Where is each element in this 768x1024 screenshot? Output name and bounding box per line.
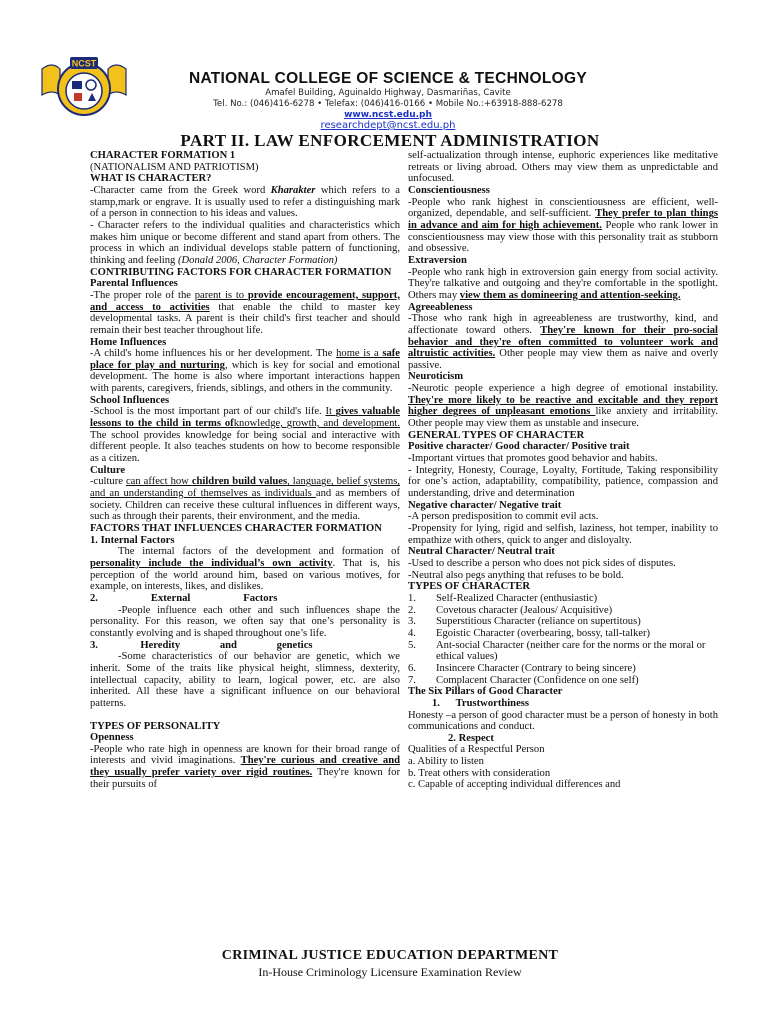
- paragraph: -Those who rank high in agreeableness are trustworthy, kind, and affectionate toward others. They're known for their pro-social behavior and they're often committed to volunteer work and altruistic activities. Other people may view them as naive and overly passive.: [408, 313, 718, 371]
- email-link[interactable]: researchdept@ncst.edu.ph: [320, 120, 456, 131]
- paragraph: -People who rate high in openness are known for their broad range of interests and vivid imaginations. They're curious and creative and they usually prefer variety over rigid routines. They're known for their pursuits of: [90, 743, 400, 790]
- paragraph: The internal factors of the development and formation of personality include the individual’s own activity. That is, his perception of the world around him, based on various motives, for example, on interests, likes, and dislikes.: [90, 546, 400, 593]
- paragraph: - Integrity, Honesty, Courage, Loyalty, Fortitude, Taking responsibility for one’s action, adaptability, compatibility, patience, compassion and understanding, drive and determination: [408, 464, 718, 500]
- section-heading: The Six Pillars of Good Character: [408, 686, 563, 698]
- section-heading: 2. Respect: [448, 732, 494, 744]
- school-contact: Tel. No.: (046)416-6278 • Telefax: (046)416-0166 • Mobile No.:+63918-888-6278: [213, 99, 563, 109]
- section-heading: Openness: [90, 732, 134, 744]
- section-heading: CONTRIBUTING FACTORS FOR CHARACTER FORMATION: [90, 266, 392, 278]
- section-heading: Conscientiousness: [408, 184, 490, 196]
- school-address: Amafel Building, Aguinaldo Highway, Dasmariñas, Cavite: [265, 88, 511, 98]
- section-heading: Positive character/ Good character/ Positive trait: [408, 441, 630, 453]
- paragraph: -Some characteristics of our behavior are genetic, which we inherit. Some of the traits like physical height, slimness, dexterity, intellectual capacity, ability to learn, logical power, etc. are also inherited. All these have a significant influence on our behavioral patterns.: [90, 651, 400, 709]
- paragraph: Qualities of a Respectful Person: [408, 744, 545, 756]
- section-heading: Neutral Character/ Neutral trait: [408, 546, 555, 558]
- paragraph: -A child's home influences his or her development. The home is a safe place for play and nurturing, which is key for social and emotional development. The home is also where important interactions happen with parents, caregivers, friends, siblings, and others in the community.: [90, 348, 401, 395]
- paragraph: -People who rank high in extroversion gain energy from social activity. They're talkative and outgoing and they're comfortable in the spotlight. Others may view them as domineering and attention-seeking.: [408, 266, 718, 301]
- list-item: 7. Complacent Character (Confidence on one self): [408, 674, 639, 686]
- section-heading: TYPES OF PERSONALITY: [90, 720, 221, 732]
- paragraph: -People who rank highest in conscientiousness are efficient, well-organized, dependable, and self-sufficient. They prefer to plan things in advance and aim for high achievement. People who rank lower in conscientiousness may view those with this personality trait as stubborn and obsessive.: [408, 196, 718, 255]
- school-name: NATIONAL COLLEGE OF SCIENCE & TECHNOLOGY: [188, 70, 588, 87]
- list-item: 3. Superstitious Character (reliance on supertitous): [408, 616, 641, 628]
- section-heading: Home Influences: [90, 336, 167, 348]
- section-heading: Agreeableness: [408, 301, 473, 313]
- paragraph: -culture can affect how children build values, language, belief systems, and an understanding of themselves as individuals and as members of society. Children can receive these cultural influences in different ways, such as through their parents, their environment, and the media.: [90, 476, 401, 523]
- paragraph: -Propensity for lying, rigid and selfish, laziness, hot temper, inability to empathize with others, quick to anger and disloyalty.: [408, 523, 718, 546]
- list-item: 1. Self-Realized Character (enthusiastic): [408, 592, 598, 604]
- paragraph: -Neutral also pegs anything that refuses to be bold.: [408, 569, 624, 581]
- list-item: 5. Ant-social Character (neither care for the norms or the moral or ethical values): [408, 639, 706, 663]
- paragraph: Honesty –a person of good character must be a person of honesty in both communications and conduct.: [408, 709, 718, 733]
- paragraph: -People influence each other and such influences shape the personality. For this reason, we often say that one’s personality is constantly evolving and is shaped throughout one’s life.: [90, 604, 400, 639]
- paragraph: self-actualization through intense, euphoric experiences like meditative retreats or living abroad. Others may view them as unpredictable and unfocused.: [408, 150, 718, 185]
- paragraph: -School is the most important part of our child's life. It gives valuable lessons to the child in terms ofknowledge, growth, and development. The school provides knowledge for being social and interactive with different people. It also teaches students on how to become responsible as a citizen.: [90, 406, 400, 465]
- logo-text: NCST: [71, 58, 97, 69]
- page-title: PART II. LAW ENFORCEMENT ADMINISTRATION: [180, 131, 600, 150]
- paragraph: b. Treat others with consideration: [408, 767, 551, 779]
- footer-department: CRIMINAL JUSTICE EDUCATION DEPARTMENT: [221, 948, 559, 963]
- list-item: 4. Egoistic Character (overbearing, bossy, tall-talker): [408, 627, 651, 639]
- paragraph: -The proper role of the parent is to provide encouragement, support, and access to activities that enable the child to master key developmental tasks. A parent is their child's first teacher and should remain their best teacher throughout life.: [90, 289, 400, 336]
- section-heading: TYPES OF CHARACTER: [408, 581, 531, 593]
- section-heading: Extraversion: [408, 254, 467, 266]
- paragraph: c. Capable of accepting individual differences and: [408, 779, 621, 791]
- section-heading: FACTORS THAT INFLUENCES CHARACTER FORMATION: [90, 523, 382, 534]
- college-logo-icon: [40, 55, 128, 117]
- paragraph: - Character refers to the individual qualities and characteristics which makes him unique or become different and stand apart from others. The process in which an individual develops stable pattern of functioning, thinking and feeling (Donald 2006, Character Formation): [90, 219, 400, 266]
- left-column: [90, 150, 400, 790]
- section-heading: WHAT IS CHARACTER?: [90, 173, 212, 185]
- section-heading: Culture: [90, 464, 126, 476]
- section-heading: 1. Trustworthiness: [432, 697, 530, 709]
- right-column: [408, 150, 718, 791]
- paragraph: -A person predisposition to commit evil acts.: [408, 511, 599, 523]
- section-heading: Neuroticism: [408, 371, 464, 383]
- section-heading: 2. External Factors: [90, 592, 278, 604]
- section-heading: 1. Internal Factors: [90, 534, 175, 546]
- section-subheading: (NATIONALISM AND PATRIOTISM): [90, 161, 259, 173]
- paragraph: -Used to describe a person who does not pick sides of disputes.: [408, 557, 676, 569]
- section-heading: Negative character/ Negative trait: [408, 499, 562, 511]
- section-heading: Parental Influences: [90, 278, 178, 290]
- section-heading: 3. Heredity and genetics: [90, 639, 313, 651]
- paragraph: -Neurotic people experience a high degree of emotional instability. They're more likely to be reactive and excitable and they report higher degrees of unpleasant emotions like anxiety and irritability. Other people may view them as unstable and insecure.: [408, 383, 718, 430]
- list-item: 6. Insincere Character (Contrary to being sincere): [408, 662, 636, 674]
- paragraph: -Important virtues that promotes good behavior and habits.: [408, 453, 658, 465]
- section-heading: CHARACTER FORMATION 1: [90, 150, 236, 161]
- footer-subtitle: In-House Criminology Licensure Examination Review: [258, 965, 522, 979]
- website-link[interactable]: www.ncst.edu.ph: [344, 110, 432, 120]
- section-heading: GENERAL TYPES OF CHARACTER: [408, 429, 585, 441]
- page-header: [0, 0, 768, 131]
- paragraph: a. Ability to listen: [408, 756, 484, 768]
- paragraph: -Character came from the Greek word Kharakter which refers to a stamp,mark or engrave. It is usually used to refer a distinguishing mark of a person in connection to his ideas and values.: [90, 184, 400, 220]
- list-item: 2. Covetous character (Jealous/ Acquisitive): [408, 604, 613, 616]
- section-heading: School Influences: [90, 394, 170, 406]
